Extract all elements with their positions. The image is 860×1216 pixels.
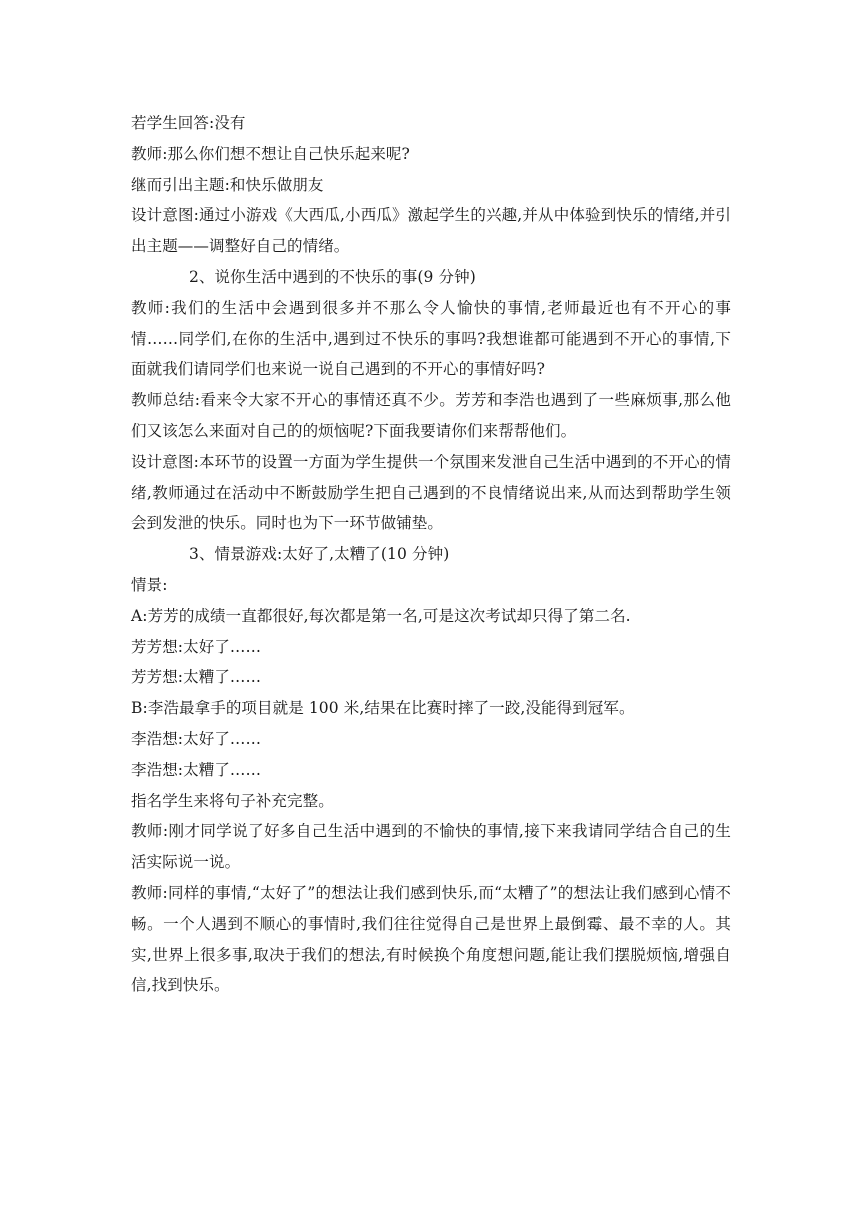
paragraph: 若学生回答:没有 <box>131 114 246 132</box>
paragraph: 设计意图:本环节的设置一方面为学生提供一个氛围来发泄自己生活中遇到的不开心的情绪,教师通过在活动中不断鼓励学生把自己遇到的不良情绪说出来,从而达到帮助学生领会到发泄的快乐。同时也为下一环节做铺垫。 <box>131 452 731 533</box>
paragraph: B:李浩最拿手的项目就是 100 米,结果在比赛时摔了一跤,没能得到冠军。 <box>131 699 635 718</box>
paragraph: 教师:那么你们想不想让自己快乐起来呢? <box>131 144 410 163</box>
section-heading: 2、说你生活中遇到的不快乐的事(9 分钟) <box>189 267 476 286</box>
paragraph: 情景: <box>131 575 168 594</box>
document-body <box>131 108 731 1001</box>
paragraph: 芳芳想:太糟了…… <box>131 668 262 687</box>
paragraph: 教师:刚才同学说了好多自己生活中遇到的不愉快的事情,接下来我请同学结合自己的生活实际说一说。 <box>131 822 731 872</box>
paragraph: 芳芳想:太好了…… <box>131 637 262 656</box>
paragraph: 李浩想:太糟了…… <box>131 760 262 779</box>
section-heading: 3、情景游戏:太好了,太糟了(10 分钟) <box>189 545 450 564</box>
paragraph: 继而引出主题:和快乐做朋友 <box>131 175 324 194</box>
paragraph: 设计意图:通过小游戏《大西瓜,小西瓜》激起学生的兴趣,并从中体验到快乐的情绪,并引出主题——调整好自己的情绪。 <box>131 206 731 256</box>
paragraph: 教师:我们的生活中会遇到很多并不那么令人愉快的事情,老师最近也有不开心的事情……同学们,在你的生活中,遇到过不快乐的事吗?我想谁都可能遇到不开心的事情,下面就我们请同学们也来说一说自己遇到的不开心的事情好吗? <box>131 298 731 379</box>
paragraph: 教师:同样的事情,“太好了”的想法让我们感到快乐,而“太糟了”的想法让我们感到心情不畅。一个人遇到不顺心的事情时,我们往往觉得自己是世界上最倒霉、最不幸的人。其实,世界上很多事,取决于我们的想法,有时候换个角度想问题,能让我们摆脱烦恼,增强自信,找到快乐。 <box>131 883 731 995</box>
paragraph: A:芳芳的成绩一直都很好,每次都是第一名,可是这次考试却只得了第二名. <box>131 606 631 625</box>
paragraph: 教师总结:看来令大家不开心的事情还真不少。芳芳和李浩也遇到了一些麻烦事,那么他们又该怎么来面对自己的的烦恼呢?下面我要请你们来帮帮他们。 <box>131 391 731 440</box>
paragraph: 李浩想:太好了…… <box>131 729 262 748</box>
paragraph: 指名学生来将句子补充完整。 <box>131 791 334 810</box>
